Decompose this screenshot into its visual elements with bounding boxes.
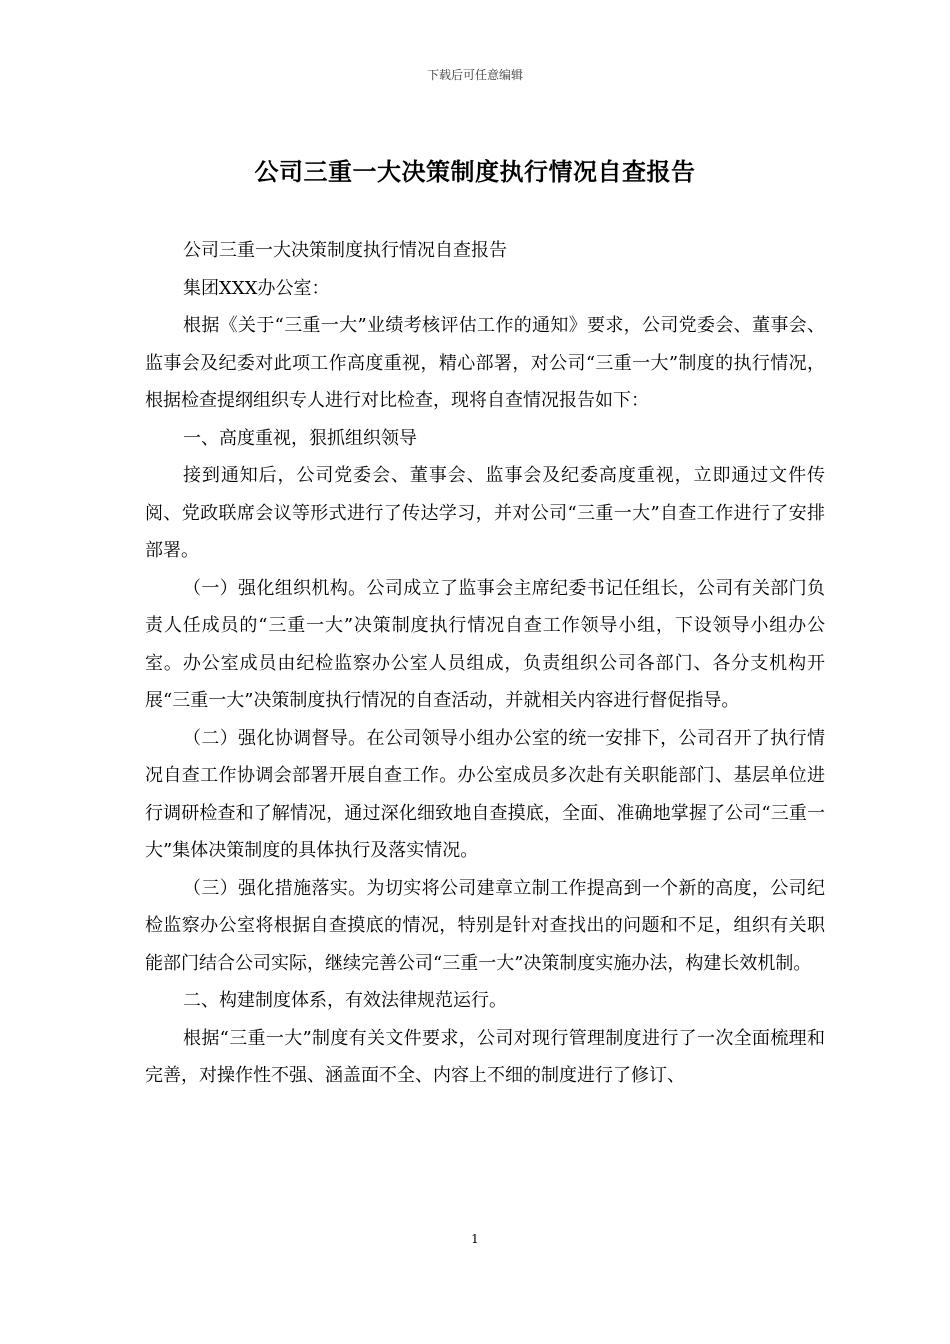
paragraph: 根据“三重一大”制度有关文件要求，公司对现行管理制度进行了一次全面梳理和完善，对操作性不强、涵盖面不全、内容上不细的制度进行了修订、 [145, 1027, 825, 1086]
document-title: 公司三重一大决策制度执行情况自查报告 [254, 157, 696, 186]
page-header-note: 下载后可任意编辑 [426, 68, 523, 82]
paragraph: （三）强化措施落实。为切实将公司建章立制工作提高到一个新的高度，公司纪检监察办公室将根据自查摸底的情况，特别是针对查找出的问题和不足，组织有关职能部门结合公司实际，继续完善公司“三重一大”决策制度实施办法，构建长效机制。 [145, 877, 825, 974]
paragraph: 接到通知后，公司党委会、董事会、监事会及纪委高度重视，立即通过文件传阅、党政联席会议等形式进行了传达学习，并对公司“三重一大”自查工作进行了安排部署。 [145, 465, 825, 561]
section-heading-2: 二、构建制度体系，有效法律规范运行。 [183, 990, 507, 1011]
paragraph-intro: 根据《关于“三重一大”业绩考核评估工作的通知》要求，公司党委会、董事会、监事会及纪委对此项工作高度重视，精心部署，对公司“三重一大”制度的执行情况，根据检查提纲组织专人进行对比检查，现将自查情况报告如下： [145, 315, 825, 411]
page-number: 1 [471, 1232, 479, 1246]
paragraph: （二）强化协调督导。在公司领导小组办公室的统一安排下，公司召开了执行情况自查工作协调会部署开展自查工作。办公室成员多次赴有关职能部门、基层单位进行调研检查和了解情况，通过深化细致地自查摸底，全面、准确地掌握了公司“三重一大”集体决策制度的具体执行及落实情况。 [145, 727, 825, 861]
section-heading-1: 一、高度重视，狠抓组织领导 [183, 427, 417, 449]
paragraph-subtitle: 公司三重一大决策制度执行情况自查报告 [183, 240, 507, 261]
paragraph: （一）强化组织机构。公司成立了监事会主席纪委书记任组长，公司有关部门负责人任成员的“三重一大”决策制度执行情况自查工作领导小组，下设领导小组办公室。办公室成员由纪检监察办公室人员组成，负责组织公司各部门、各分支机构开展“三重一大”决策制度执行情况的自查活动，并就相关内容进行督促指导。 [145, 577, 825, 711]
document-body [145, 232, 825, 1095]
paragraph-addressee: 集团XXX办公室： [183, 277, 330, 299]
